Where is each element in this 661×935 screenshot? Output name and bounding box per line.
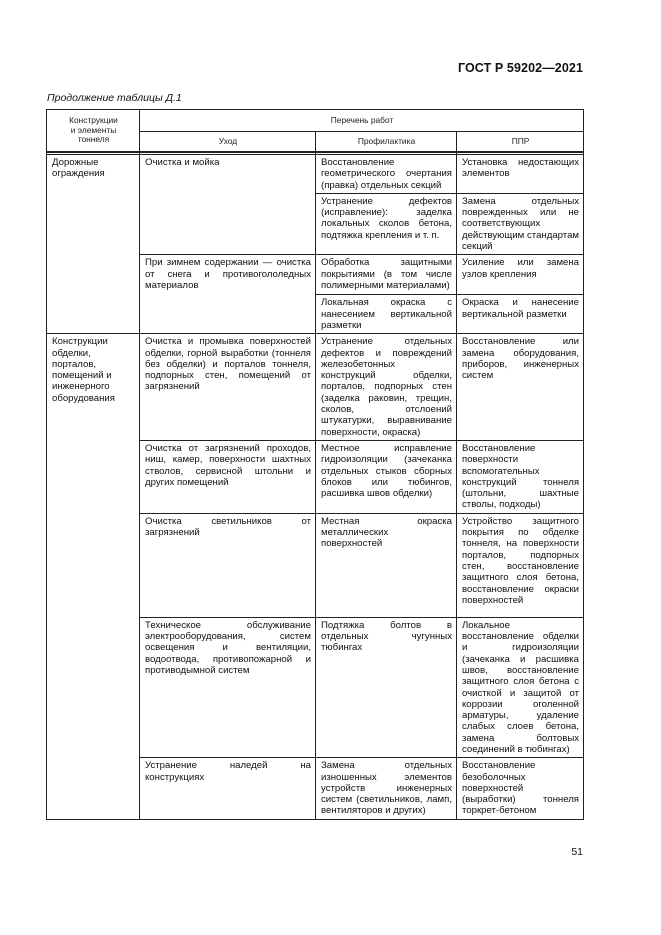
ppr-cell: Усиление или замена узлов крепления bbox=[457, 255, 584, 295]
ppr-cell: Замена отдельных поврежденных или не соответствующих действующим стандартам секций bbox=[457, 193, 584, 254]
care-cell: Техническое обслуживание электрооборудования, систем освещения и вентиляции, водоотвода, противопожарной и противодымной систем bbox=[140, 617, 316, 758]
page-number: 51 bbox=[571, 846, 583, 858]
header-ppr: ППР bbox=[457, 132, 584, 153]
works-table bbox=[46, 109, 584, 820]
header-structures: Конструкции и элементы тоннеля bbox=[47, 110, 140, 153]
header-row-1 bbox=[47, 110, 584, 132]
ppr-cell: Восстановление или замена оборудования, приборов, инженерных систем bbox=[457, 334, 584, 441]
ppr-cell: Восстановление поверхности вспомогательных конструкций тоннеля (штольни, шахтные стволы, подходы) bbox=[457, 440, 584, 513]
prevention-cell: Замена отдельных изношенных элементов устройств инженерных систем (светильников, ламп, вентиляторов и других) bbox=[316, 758, 457, 819]
group-name-cell: Конструкции обделки, порталов, помещений и инженерного оборудования bbox=[47, 334, 140, 820]
ppr-cell: Окраска и нанесение вертикальной разметки bbox=[457, 295, 584, 334]
care-cell: Очистка от загрязнений проходов, ниш, камер, поверхности шахтных стволов, сервисной штольни и других помещений bbox=[140, 440, 316, 513]
table-row bbox=[47, 155, 584, 194]
group-name-cell: Дорожные ограждения bbox=[47, 155, 140, 334]
prevention-cell: Восстановление геометрического очертания (правка) отдельных секций bbox=[316, 155, 457, 194]
prevention-cell: Локальная окраска с нанесением вертикальной разметки bbox=[316, 295, 457, 334]
care-cell: Очистка светильников от загрязнений bbox=[140, 513, 316, 617]
ppr-cell: Устройство защитного покрытия по обделке тоннеля, на поверхности порталов, подпорных стен, восстановление защитного слоя бетона, восстановление окраски поверхностей bbox=[457, 513, 584, 617]
header-works: Перечень работ bbox=[140, 110, 584, 132]
ppr-cell: Восстановление безоболочных поверхностей (выработки) тоннеля торкрет-бетоном bbox=[457, 758, 584, 819]
care-cell: Очистка и промывка поверхностей обделки, горной выработки (тоннеля без обделки) и порталов тоннеля, подпорных стен, помещений от загрязнений bbox=[140, 334, 316, 441]
prevention-cell: Устранение дефектов (исправление): заделка локальных сколов бетона, подтяжка крепления и т. п. bbox=[316, 193, 457, 254]
prevention-cell: Устранение отдельных дефектов и повреждений железобетонных конструкций обделки, порталов, подпорных стен (заделка раковин, трещин, сколов, отслоений штукатурки, выравнивание поверхности, окраска) bbox=[316, 334, 457, 441]
care-cell: При зимнем содержании — очистка от снега и противогололедных материалов bbox=[140, 255, 316, 334]
prevention-cell: Местное исправление гидроизоляции (зачеканка отдельных стыков сборных блоков или тюбингов, расшивка швов обделки) bbox=[316, 440, 457, 513]
care-cell: Устранение наледей на конструкциях bbox=[140, 758, 316, 819]
prevention-cell: Местная окраска металлических поверхностей bbox=[316, 513, 457, 617]
header-prevention: Профилактика bbox=[316, 132, 457, 153]
table-caption: Продолжение таблицы Д.1 bbox=[47, 92, 182, 104]
prevention-cell: Обработка защитными покрытиями (в том числе полимерными материалами) bbox=[316, 255, 457, 295]
document-id: ГОСТ Р 59202—2021 bbox=[457, 61, 583, 75]
header-care: Уход bbox=[140, 132, 316, 153]
ppr-cell: Локальное восстановление обделки и гидроизоляции (зачеканка и расшивка швов, восстановление защитного слоя бетона с очисткой и защитой от коррозии оголенной арматуры, удаление слабых слоев бетона, замена болтовых соединений в тюбингах) bbox=[457, 617, 584, 758]
table-row bbox=[47, 334, 584, 441]
ppr-cell: Установка недостающих элементов bbox=[457, 155, 584, 194]
care-cell: Очистка и мойка bbox=[140, 155, 316, 255]
prevention-cell: Подтяжка болтов в отдельных чугунных тюбингах bbox=[316, 617, 457, 758]
